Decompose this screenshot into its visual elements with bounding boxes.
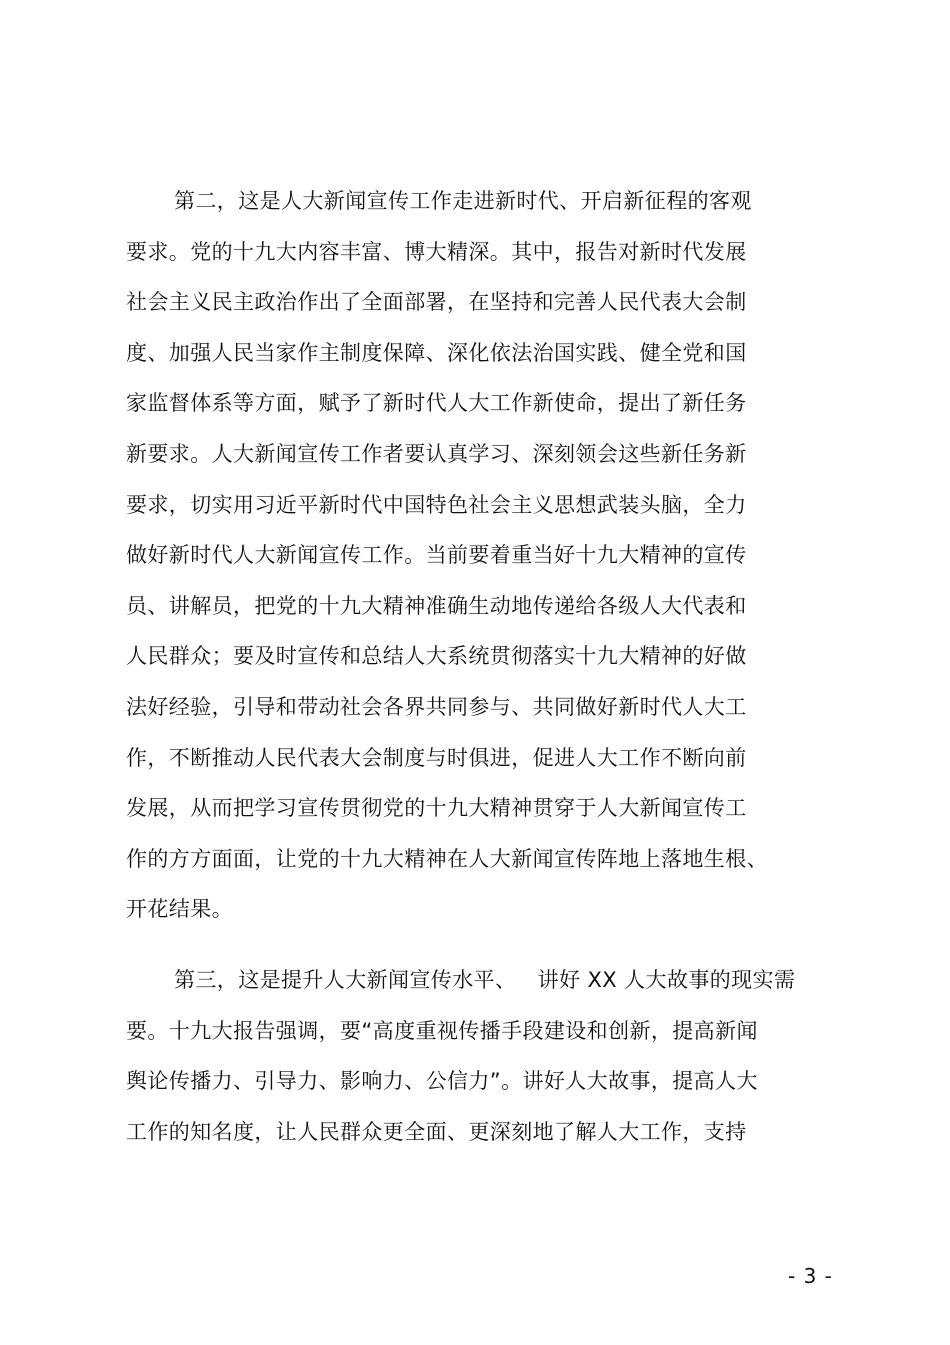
paragraph-line: 开花结果。: [126, 897, 233, 922]
paragraph-line: 人民群众；要及时宣传和总结人大系统贯彻落实十九大精神的好做: [126, 644, 747, 669]
paragraph-line: 舆论传播力、引导力、影响力、公信力”。讲好人大故事，提高人大: [126, 1069, 758, 1094]
paragraph-line: 要求，切实用习近平新时代中国特色社会主义思想武装头脑，全力: [126, 492, 747, 517]
paragraph-line: 法好经验，引导和带动社会各界共同参与、共同做好新时代人大工: [126, 694, 747, 719]
paragraph-line: 作的方方面面，让党的十九大精神在人大新闻宣传阵地上落地生根、: [126, 846, 768, 871]
page-number: - 3 -: [788, 1264, 833, 1288]
paragraph-line: 新要求。人大新闻宣传工作者要认真学习、深刻领会这些新任务新: [126, 441, 747, 466]
paragraph-line: 要求。党的十九大内容丰富、博大精深。其中，报告对新时代发展: [126, 239, 747, 264]
paragraph-line: 第三，这是提升人大新闻宣传水平、 讲好 XX 人大故事的现实需: [174, 968, 796, 992]
paragraph-line: 度、加强人民当家作主制度保障、深化依法治国实践、健全党和国: [126, 340, 747, 365]
paragraph-line: 作，不断推动人民代表大会制度与时俱进，促进人大工作不断向前: [126, 745, 747, 770]
paragraph-third-point: [126, 955, 826, 1157]
paragraph-line: 工作的知名度，让人民群众更全面、更深刻地了解人大工作，支持: [126, 1119, 747, 1144]
paragraph-line: 家监督体系等方面，赋予了新时代人大工作新使命，提出了新任务: [126, 391, 747, 416]
paragraph-line: 社会主义民主政治作出了全面部署，在坚持和完善人民代表大会制: [126, 290, 747, 315]
paragraph-line: 发展，从而把学习宣传贯彻党的十九大精神贯穿于人大新闻宣传工: [126, 796, 747, 821]
paragraph-line: 要。十九大报告强调，要“高度重视传播手段建设和创新，提高新闻: [126, 1018, 758, 1043]
paragraph-line: 做好新时代人大新闻宣传工作。当前要着重当好十九大精神的宣传: [126, 543, 747, 568]
paragraph-line: 第二，这是人大新闻宣传工作走进新时代、开启新征程的客观: [174, 189, 752, 213]
paragraph-second-point: [126, 176, 826, 935]
paragraph-line: 员、讲解员，把党的十九大精神准确生动地传递给各级人大代表和: [126, 593, 747, 618]
